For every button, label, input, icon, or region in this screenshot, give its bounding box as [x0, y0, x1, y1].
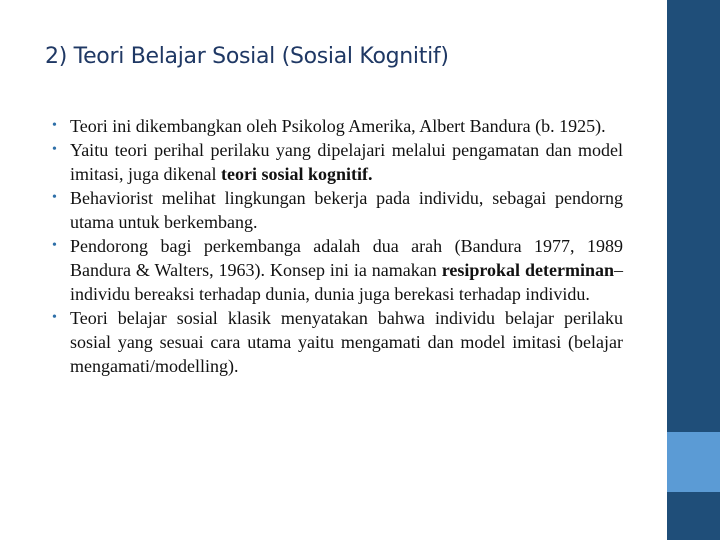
bullet-item: [50, 138, 623, 186]
bullet-icon: •: [52, 310, 57, 325]
sidebar-accent-block: [667, 432, 720, 492]
bullet-icon: •: [52, 118, 57, 133]
bullet-item: [50, 306, 623, 378]
decorative-sidebar: [667, 0, 720, 540]
bullet-item: [50, 114, 623, 138]
bullet-item: [50, 186, 623, 234]
bullet-text: Teori belajar sosial klasik menyatakan bahwa individu belajar perilaku sosial yang sesuai cara utama yaitu mengamati dan model imitasi (belajar mengamati/modelling).: [70, 308, 623, 376]
bullet-icon: •: [52, 190, 57, 205]
bullet-text: Pendorong bagi perkembanga adalah dua arah (Bandura 1977, 1989 Bandura & Walters, 1963). Konsep ini ia namakan: [70, 236, 623, 280]
bullet-icon: •: [52, 238, 57, 253]
bullet-text: Yaitu teori perihal perilaku yang dipelajari melalui pengamatan dan model imitasi, juga dikenal: [70, 140, 623, 184]
slide-title: 2) Teori Belajar Sosial (Sosial Kognitif): [45, 44, 449, 69]
bullet-bold-term: resiprokal determinan: [441, 260, 614, 280]
bullet-item: [50, 234, 623, 306]
bullet-list: [50, 114, 623, 378]
bullet-text: Behaviorist melihat lingkungan bekerja pada individu, sebagai pendorng utama untuk berkembang.: [70, 188, 623, 232]
bullet-icon: •: [52, 142, 57, 157]
bullet-text: Teori ini dikembangkan oleh Psikolog Amerika, Albert Bandura (b. 1925).: [70, 116, 606, 136]
bullet-bold-term: teori sosial kognitif.: [220, 164, 373, 184]
bullet-text-after: –individu bereaksi terhadap dunia, dunia juga berekasi terhadap individu.: [70, 260, 623, 304]
